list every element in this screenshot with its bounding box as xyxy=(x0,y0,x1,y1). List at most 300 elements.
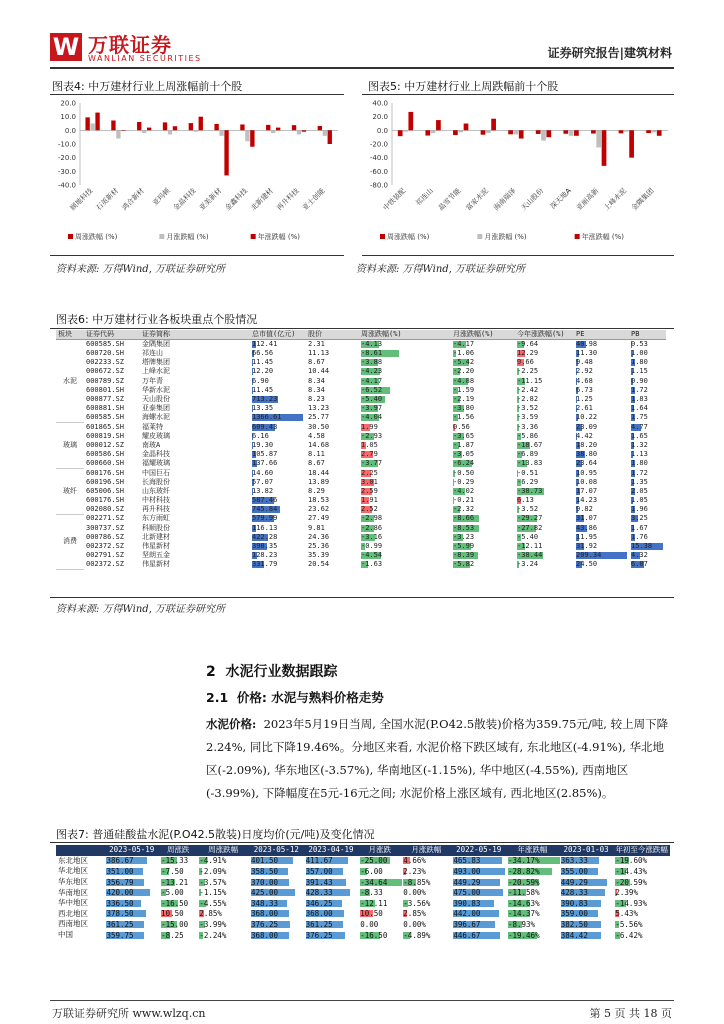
fig6-market-cap-cell: 587.46 xyxy=(252,496,278,505)
fig6-cell: 23.62 xyxy=(308,505,330,514)
chart4-bar xyxy=(297,130,301,134)
chart4-ytick-label: -20.0 xyxy=(57,154,76,163)
fig7-price-cell: 442.00 xyxy=(453,909,504,918)
fig6-valuation-cell: 1.15 xyxy=(631,367,648,376)
chart4-bar xyxy=(194,130,198,131)
fig6-cell: 8.11 xyxy=(308,450,325,459)
chart5-bar xyxy=(624,130,629,131)
fig7-change-cell: -34.64 xyxy=(360,878,399,887)
fig6-valuation-cell: 2.05 xyxy=(631,486,648,495)
fig6-valuation-cell: 1.32 xyxy=(631,440,648,449)
chart5-category-label: 中铁装配 xyxy=(381,186,408,213)
fig6-cell: 10.44 xyxy=(308,367,330,376)
fig6-market-cap-cell: 1366.61 xyxy=(252,413,304,422)
fig7-price-cell: 359.00 xyxy=(561,909,612,918)
fig6-table-row xyxy=(56,487,666,496)
fig6-market-cap-cell: 105.87 xyxy=(252,450,278,459)
fig7-change-cell: -14.63% xyxy=(507,898,540,908)
fig6-cell: 600819.SH xyxy=(86,431,124,440)
fig6-change-cell: -5.40 xyxy=(517,532,539,541)
fig6-valuation-cell: 1.96 xyxy=(631,505,648,514)
fig6-cell: 600176.SH xyxy=(86,468,124,477)
fig6-valuation-cell: 9.82 xyxy=(576,505,593,514)
fig6-cell: 600720.SH xyxy=(86,349,124,358)
fig6-change-cell: -0.29 xyxy=(453,477,475,486)
chart4-bar xyxy=(90,124,94,131)
fig7-price-cell: 368.00 xyxy=(306,909,357,918)
fig6-cell: 山东玻纤 xyxy=(142,486,170,495)
fig7-region-label: 中国 xyxy=(58,930,73,940)
fig6-valuation-cell: 11.30 xyxy=(576,349,598,358)
fig6-change-cell: -2.98 xyxy=(361,514,383,523)
report-type-label: 证券研究报告|建筑材料 xyxy=(547,46,672,60)
fig6-valuation-cell: 6.07 xyxy=(631,560,648,569)
fig6-change-cell: -2.20 xyxy=(453,367,475,376)
fig6-change-cell: -3.24 xyxy=(517,560,539,569)
fig6-change-cell: -2.82 xyxy=(517,395,539,404)
fig6-cell: 600585.SH xyxy=(86,413,124,422)
fig6-cell: 上峰水泥 xyxy=(142,367,170,376)
chart4-category-label: 石英新材 xyxy=(94,186,121,213)
fig6-change-cell: -3.36 xyxy=(517,422,539,431)
fig7-price-cell: 384.42 xyxy=(561,931,612,940)
chart5-bar xyxy=(481,130,486,134)
fig6-cell: 000672.SZ xyxy=(86,367,124,376)
fig7-change-cell: -34.17% xyxy=(508,856,557,865)
fig7-price-cell: 336.50 xyxy=(106,899,157,908)
fig7-table xyxy=(56,845,670,940)
fig6-table-row xyxy=(56,533,666,542)
fig7-price-cell: 390.83 xyxy=(453,899,504,908)
fig6-table-row xyxy=(56,468,666,477)
fig6-cell: 002271.SZ xyxy=(86,514,124,523)
fig6-column-header: 板块 xyxy=(56,330,84,340)
chart5-bar xyxy=(491,119,496,131)
fig6-valuation-cell: 1.72 xyxy=(631,385,648,394)
fig6-change-cell: 3.01 xyxy=(361,477,378,486)
fig7-price-cell: 368.00 xyxy=(251,909,302,918)
fig6-valuation-cell: 1.65 xyxy=(631,431,648,440)
fig6-valuation-cell: 11.95 xyxy=(576,532,598,541)
fig7-price-cell: 401.50 xyxy=(251,856,302,865)
chart4-category-label: 北新建材 xyxy=(249,186,275,213)
chart4-bar xyxy=(147,128,151,131)
fig6-cell: 13.23 xyxy=(308,404,330,413)
fig6-valuation-cell: 4.32 xyxy=(631,551,648,560)
fig6-valuation-cell: 4.68 xyxy=(576,376,593,385)
fig7-column-header: 周涨跌 xyxy=(159,845,197,856)
fig6-change-cell: -3.52 xyxy=(517,404,539,413)
fig6-change-cell: -3.16 xyxy=(361,532,383,541)
fig6-change-cell: -6.52 xyxy=(361,386,449,395)
fig7-price-cell: 446.67 xyxy=(453,931,504,940)
fig6-change-cell: -0.99 xyxy=(361,542,383,551)
fig6-cell: 万年青 xyxy=(142,376,163,385)
fig7-price-cell: 428.33 xyxy=(306,888,357,897)
fig7-change-cell: -11.58% xyxy=(507,888,540,898)
fig7-price-cell: 449.29 xyxy=(561,878,612,887)
fig6-table-row xyxy=(56,514,666,523)
fig7-change-cell: -25.00 xyxy=(360,856,399,865)
fig6-market-cap-cell: 57.07 xyxy=(252,477,274,486)
fig6-change-cell: 1.91 xyxy=(361,496,378,505)
fig7-price-cell: 348.33 xyxy=(251,899,302,908)
fig7-change-cell: 0.00% xyxy=(403,919,426,929)
fig6-table-row xyxy=(56,395,666,404)
fig6-cell: 002372.SZ xyxy=(86,542,124,551)
fig6-valuation-cell: 23.64 xyxy=(576,459,598,468)
chart4-bar xyxy=(137,122,141,130)
chart5-bar xyxy=(408,112,413,130)
fig6-title: 图表6: 中万建材行业各板块重点个股情况 xyxy=(56,313,258,326)
fig6-cell: 600196.SH xyxy=(86,477,124,486)
fig6-table-row xyxy=(56,459,666,468)
fig6-column-header: 今年涨跌幅(%) xyxy=(515,330,574,340)
fig6-sector-label: 消费 xyxy=(56,514,84,569)
fig6-change-cell: 6.13 xyxy=(517,496,534,505)
fig6-market-cap-cell: 609.43 xyxy=(252,422,278,431)
fig6-change-cell: -4.88 xyxy=(453,376,475,385)
chart4-bar xyxy=(292,125,296,130)
fig7-change-cell: -7.50 xyxy=(161,866,184,876)
chart5-bar xyxy=(453,130,458,135)
fig6-cell: 华新水泥 xyxy=(142,385,170,394)
chart4-bar xyxy=(271,130,275,133)
fig7-change-cell: 2.85% xyxy=(199,909,222,919)
fig7-column-header: 年涨跌幅 xyxy=(506,845,559,856)
fig6-change-cell: -8.61 xyxy=(361,349,449,358)
fig6-market-cap-cell: 137.66 xyxy=(252,459,278,468)
fig7-price-cell: 428.33 xyxy=(561,888,612,897)
chart5-ytick-label: -40.0 xyxy=(369,154,388,163)
fig6-valuation-cell: 40.98 xyxy=(576,340,598,348)
footer-left: 万联证券研究所 www.wlzq.cn xyxy=(52,1007,206,1020)
fig6-cell: 600176.SH xyxy=(86,496,124,505)
fig6-cell: 坚朗五金 xyxy=(142,551,170,560)
chart5-bar xyxy=(508,130,513,134)
chart4-legend-label: 周涨跌幅 (%) xyxy=(75,233,118,241)
fig6-cell: 605006.SH xyxy=(86,486,124,495)
fig7-change-cell: 5.43% xyxy=(615,909,638,919)
fig6-change-cell: -3.59 xyxy=(517,413,539,422)
fig6-change-cell: 9.66 xyxy=(517,358,534,367)
subsection-title: 价格: 水泥与熟料价格走势 xyxy=(236,690,384,705)
chart4-category-label: 亚美新材 xyxy=(197,186,224,213)
fig7-change-cell: 2.23% xyxy=(403,866,426,876)
fig7-price-cell: 475.00 xyxy=(453,888,504,897)
fig6-change-cell: -5.82 xyxy=(453,560,475,569)
footer-page-number: 第 5 页 共 18 页 xyxy=(589,1007,672,1020)
fig6-change-cell: -6.24 xyxy=(453,459,475,468)
fig7-region-label: 华东地区 xyxy=(58,877,88,887)
fig5-rule xyxy=(362,94,674,95)
fig4-chart xyxy=(50,97,344,252)
fig6-change-cell: -3.52 xyxy=(517,505,539,514)
fig6-market-cap-cell: 6.16 xyxy=(252,431,269,440)
fig7-change-cell: -15.00 xyxy=(161,919,189,929)
fig6-valuation-cell: 1.83 xyxy=(631,395,648,404)
chart5-bar xyxy=(514,130,519,134)
fig6-cell: 600585.SH xyxy=(86,340,124,348)
fig6-change-cell: -6.89 xyxy=(517,450,539,459)
fig7-change-cell: -2.09% xyxy=(199,866,227,876)
chart4-category-label: 顾地科技 xyxy=(68,186,95,213)
fig6-change-cell: -0.21 xyxy=(453,496,475,505)
fig7-region-label: 华南地区 xyxy=(58,887,88,897)
fig6-market-cap-cell: 14.60 xyxy=(252,468,274,477)
fig6-cell: 002791.SZ xyxy=(86,551,124,560)
fig6-valuation-cell: 2.61 xyxy=(576,404,593,413)
chart5-ytick-label: 0.0 xyxy=(376,126,388,135)
fig6-sector-label: 玻纤 xyxy=(56,468,84,514)
fig6-column-header: 月涨跌幅(%) xyxy=(451,330,515,340)
fig6-cell: 再升科技 xyxy=(142,505,170,514)
fig6-cell: 海螺水泥 xyxy=(142,413,170,422)
fig6-table-row xyxy=(56,432,666,441)
fig6-change-cell: 2.59 xyxy=(361,486,378,495)
fig7-change-cell: -8.25 xyxy=(161,930,184,940)
fig7-region-label: 华北地区 xyxy=(58,866,88,876)
fig6-valuation-cell: 1.67 xyxy=(631,523,648,532)
chart5-bar xyxy=(464,124,469,131)
fig7-column-header: 2022-05-19 xyxy=(451,845,506,856)
fig6-change-cell: -4.54 xyxy=(361,551,383,560)
fig7-price-cell: 390.83 xyxy=(561,899,612,908)
chart5-bar xyxy=(436,120,441,130)
fig6-valuation-cell: 24.50 xyxy=(576,560,598,569)
fig6-cell: 天山股份 xyxy=(142,395,170,404)
fig6-change-cell: -29.27 xyxy=(517,514,543,523)
fig6-column-header: PE xyxy=(574,330,629,340)
chart4-ytick-label: -10.0 xyxy=(57,140,76,149)
fig6-valuation-cell: 1.75 xyxy=(631,413,648,422)
chart4-bar xyxy=(111,120,115,130)
fig7-change-cell: -4.91% xyxy=(199,856,227,866)
fig7-change-cell: 0.00% xyxy=(403,888,426,898)
fig7-change-cell: -19.46% xyxy=(507,930,540,940)
fig6-valuation-cell: 10.08 xyxy=(576,477,598,486)
fig6-cell: 中材科技 xyxy=(142,496,170,505)
fig6-market-cap-cell: 12.20 xyxy=(252,367,274,376)
fig6-market-cap-cell: 6.90 xyxy=(252,376,269,385)
fig7-price-cell: 356.79 xyxy=(106,878,157,887)
fig6-cell: 600801.SH xyxy=(86,385,124,394)
fig6-change-cell: -0.50 xyxy=(453,468,475,477)
fig6-valuation-cell: 3.25 xyxy=(631,514,648,523)
fig7-price-cell: 359.75 xyxy=(106,931,157,940)
fig7-change-cell: -1.15% xyxy=(199,888,227,898)
fig6-cell: 4.58 xyxy=(308,431,325,440)
fig7-price-cell: 351.00 xyxy=(106,867,157,876)
subsection-number: 2.1 xyxy=(206,690,229,705)
fig5-bottom-rule xyxy=(362,255,674,256)
fig6-source: 资料来源: 万得Wind, 万联证券研究所 xyxy=(56,604,226,615)
fig6-change-cell: -4.02 xyxy=(453,486,475,495)
fig6-table-row xyxy=(56,505,666,514)
fig7-region-label: 西南地区 xyxy=(58,919,88,929)
chart4-bar xyxy=(199,117,203,131)
chart4-bar xyxy=(328,130,332,144)
fig6-change-cell: -3.88 xyxy=(361,358,383,367)
fig6-valuation-cell: 1.80 xyxy=(631,459,648,468)
fig6-change-cell: -1.56 xyxy=(453,413,475,422)
fig7-change-cell: -14.37% xyxy=(507,909,540,919)
fig6-valuation-cell: 1.80 xyxy=(631,358,648,367)
fig6-valuation-cell: 17.07 xyxy=(576,486,598,495)
fig6-market-cap-cell: 579.99 xyxy=(252,514,278,523)
fig6-table-row xyxy=(56,551,666,560)
fig7-change-cell: -13.21 xyxy=(161,877,189,887)
fig6-market-cap-cell: 13.82 xyxy=(252,486,274,495)
chart5-bar xyxy=(431,130,436,133)
fig6-market-cap-cell: 422.28 xyxy=(252,532,278,541)
fig7-change-cell: -19.60% xyxy=(615,856,647,866)
fig7-price-cell: 368.00 xyxy=(251,931,302,940)
fig6-table-row xyxy=(56,340,666,350)
fig6-cell: 8.67 xyxy=(308,459,325,468)
fig6-market-cap-cell: 112.41 xyxy=(252,340,278,348)
fig7-table-wrapper xyxy=(56,845,670,947)
chart5-bar xyxy=(596,130,601,147)
fig6-market-cap-cell: 713.23 xyxy=(252,395,278,404)
fig6-change-cell: -0.51 xyxy=(517,468,539,477)
fig6-table-row xyxy=(56,423,666,432)
chart4-category-label: 亚玛顿 xyxy=(151,186,172,208)
fig6-cell: 8.67 xyxy=(308,358,325,367)
fig6-cell: 13.89 xyxy=(308,477,330,486)
fig6-valuation-cell: 1.35 xyxy=(631,477,648,486)
fig6-sector-label: 玻璃 xyxy=(56,423,84,469)
fig6-table-wrapper xyxy=(56,330,666,596)
fig7-change-cell: -14.93% xyxy=(615,898,647,908)
subsection-heading xyxy=(206,688,384,706)
fig6-change-cell: -1.87 xyxy=(453,440,475,449)
fig7-title: 图表7: 普通硅酸盐水泥(P.O42.5散装)日度均价(元/吨)及变化情况 xyxy=(56,828,375,841)
fig7-change-cell: -6.42% xyxy=(615,930,643,940)
fig6-cell: 000786.SZ xyxy=(86,532,124,541)
chart5-bar xyxy=(546,130,551,137)
fig7-change-cell: -16.50 xyxy=(360,930,388,940)
fig7-change-cell: 0.00 xyxy=(360,919,379,929)
chart4-bar xyxy=(142,130,146,133)
fig6-valuation-cell: 43.86 xyxy=(576,523,598,532)
fig6-valuation-cell: 0.53 xyxy=(631,340,648,348)
chart4-bar xyxy=(214,124,218,130)
fig7-change-cell: -8.85% xyxy=(403,877,431,887)
fig6-change-cell: -3.05 xyxy=(453,450,475,459)
fig7-column-header: 2023-01-03 xyxy=(559,845,614,856)
chart4-ytick-label: -30.0 xyxy=(57,167,76,176)
fig7-price-cell: 382.50 xyxy=(561,920,612,929)
chart4-ytick-label: 0.0 xyxy=(64,126,76,135)
fig7-price-cell: 386.67 xyxy=(106,856,157,865)
fig4-source: 资料来源: 万得Wind, 万联证券研究所 xyxy=(56,264,226,275)
fig6-change-cell: 2.52 xyxy=(361,505,378,514)
footer-rule xyxy=(50,1000,674,1001)
chart5-ytick-label: 20.0 xyxy=(372,113,388,122)
fig4-title: 图表4: 中万建材行业上周涨幅前十个股 xyxy=(52,80,243,93)
fig6-valuation-cell: 9.48 xyxy=(576,358,593,367)
fig5-chart xyxy=(362,97,674,252)
chart4-bar xyxy=(189,123,193,130)
fig6-cell: 北新建材 xyxy=(142,532,170,541)
fig7-column-header: 周涨跌幅 xyxy=(197,845,249,856)
fig6-valuation-cell: 1.25 xyxy=(576,395,593,404)
chart4-bar xyxy=(85,117,89,130)
fig6-cell: 24.36 xyxy=(308,532,330,541)
fig6-cell: 600881.SH xyxy=(86,404,124,413)
fig6-change-cell: -5.40 xyxy=(361,395,449,404)
chart5-bar xyxy=(563,130,568,133)
fig6-change-cell: -4.04 xyxy=(361,413,383,422)
fig6-valuation-cell: 4.77 xyxy=(631,422,648,431)
fig6-market-cap-cell: 66.56 xyxy=(252,349,274,358)
fig7-price-cell: 376.25 xyxy=(306,931,357,940)
fig6-table-row xyxy=(56,496,666,505)
chart4-ytick-label: 10.0 xyxy=(60,113,76,122)
fig7-rule xyxy=(50,842,674,843)
fig6-change-cell: 1.05 xyxy=(361,440,378,449)
header-rule xyxy=(50,67,674,69)
fig6-cell: 福莱特 xyxy=(142,422,163,431)
chart4-legend-swatch xyxy=(68,234,73,239)
chart4-bar xyxy=(250,130,254,146)
fig6-cell: 9.81 xyxy=(308,523,325,532)
chart5-bar xyxy=(458,130,463,132)
chart4-category-label: 金鑫科技 xyxy=(223,186,250,213)
chart5-bar xyxy=(646,130,651,133)
fig7-price-cell: 493.00 xyxy=(453,867,504,876)
chart4-bar xyxy=(323,130,327,135)
fig7-change-cell: -4.55% xyxy=(199,898,227,908)
fig7-change-cell: -3.57% xyxy=(199,877,227,887)
fig6-change-cell: -8.53 xyxy=(453,524,513,533)
fig7-table-row xyxy=(56,866,670,877)
fig6-header-row xyxy=(56,330,666,340)
fig6-cell: 耀皮玻璃 xyxy=(142,431,170,440)
chart5-legend-swatch xyxy=(575,234,580,239)
fig6-valuation-cell: 1.64 xyxy=(631,404,648,413)
fig6-cell: 南玻A xyxy=(142,440,161,449)
fig7-change-cell: 10.50 xyxy=(360,909,383,919)
chart5-bar xyxy=(619,130,624,133)
fig7-change-cell: -5.00 xyxy=(161,888,184,898)
fig7-price-cell: 411.67 xyxy=(306,856,357,865)
fig7-table-row xyxy=(56,919,670,930)
chart4-bar xyxy=(163,122,167,130)
fig6-change-cell: -3.65 xyxy=(453,431,475,440)
chart4-bar xyxy=(116,130,120,138)
chart5-category-label: 晶雪节能 xyxy=(436,186,463,213)
chart5-legend-label: 月涨跌幅 (%) xyxy=(484,233,527,241)
section-number: 2 xyxy=(206,664,216,680)
fig6-cell: 20.54 xyxy=(308,560,330,569)
fig6-table-row xyxy=(56,560,666,569)
fig6-cell: 002233.SZ xyxy=(86,358,124,367)
fig6-valuation-cell: 23.09 xyxy=(576,422,598,431)
fig6-cell: 福耀玻璃 xyxy=(142,459,170,468)
fig7-change-cell: 4.66% xyxy=(403,856,426,866)
chart4-bar xyxy=(224,130,228,175)
fig7-change-cell: -3.56% xyxy=(403,898,431,908)
chart4-bar xyxy=(95,113,99,131)
chart4-bar xyxy=(302,130,306,131)
chart4-bar xyxy=(219,130,223,135)
fig7-change-cell: -8.93% xyxy=(507,919,536,929)
chart5-bar xyxy=(591,130,596,133)
fig6-valuation-cell: 31.92 xyxy=(576,542,598,551)
fig6-change-cell: -4.17 xyxy=(361,376,383,385)
